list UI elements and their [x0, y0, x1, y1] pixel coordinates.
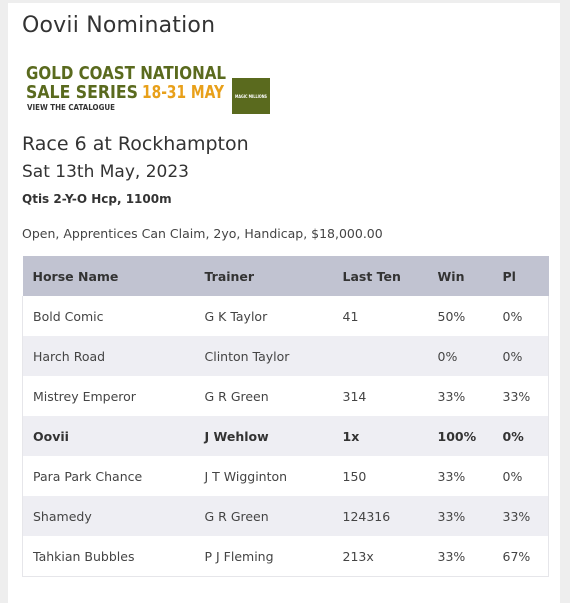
table-row	[23, 456, 549, 496]
win-pct: 33%	[437, 388, 466, 404]
table-row	[23, 496, 549, 536]
nominations-table	[22, 256, 549, 577]
race-title: Race 6 at Rockhampton	[22, 133, 249, 155]
race-class: Qtis 2-Y-O Hcp, 1100m	[22, 192, 172, 206]
magic-millions-logo: MAGIC MILLIONS	[235, 94, 267, 99]
horse-name: Mistrey Emperor	[33, 388, 136, 404]
place-pct: 33%	[502, 388, 531, 404]
trainer: P J Fleming	[204, 548, 274, 564]
win-pct: 33%	[437, 548, 466, 564]
horse-name: Shamedy	[33, 508, 92, 524]
horse-name: Oovii	[33, 428, 69, 444]
header-trainer: Trainer	[204, 268, 255, 284]
race-date: Sat 13th May, 2023	[22, 162, 189, 182]
horse-name: Harch Road	[33, 348, 106, 364]
sale-banner-ad[interactable]	[24, 60, 272, 116]
trainer: J T Wigginton	[204, 468, 288, 484]
horse-name: Tahkian Bubbles	[33, 548, 135, 564]
table-header-row	[23, 256, 549, 296]
table-row	[23, 376, 549, 416]
trainer: G R Green	[204, 388, 269, 404]
last-ten: 124316	[342, 508, 391, 524]
header-horse-name: Horse Name	[32, 268, 119, 284]
last-ten: 150	[342, 468, 367, 484]
header-pl: Pl	[502, 268, 516, 284]
banner-line1: GOLD COAST NATIONAL	[26, 64, 226, 84]
win-pct: 100%	[437, 428, 477, 444]
place-pct: 67%	[502, 548, 531, 564]
win-pct: 33%	[437, 468, 466, 484]
table-row	[23, 336, 549, 376]
banner-line2-main: SALE SERIES	[26, 83, 138, 103]
place-pct: 0%	[502, 468, 523, 484]
nomination-card	[8, 3, 560, 603]
last-ten: 213x	[342, 548, 374, 564]
table-row	[23, 536, 549, 577]
page-title: Oovii Nomination	[22, 13, 216, 38]
last-ten: 41	[342, 308, 359, 324]
trainer: J Wehlow	[204, 428, 269, 444]
win-pct: 0%	[437, 348, 458, 364]
place-pct: 33%	[502, 508, 531, 524]
place-pct: 0%	[502, 428, 524, 444]
trainer: G R Green	[204, 508, 269, 524]
horse-name: Para Park Chance	[33, 468, 143, 484]
last-ten: 1x	[342, 428, 360, 444]
banner-line2-dates: 18-31 MAY	[142, 83, 225, 103]
race-conditions: Open, Apprentices Can Claim, 2yo, Handicap, $18,000.00	[22, 226, 383, 241]
horse-name: Bold Comic	[33, 308, 104, 324]
header-last-ten: Last Ten	[342, 268, 401, 284]
trainer: Clinton Taylor	[204, 348, 290, 364]
table-row-highlighted	[23, 416, 549, 456]
win-pct: 50%	[437, 308, 466, 324]
place-pct: 0%	[502, 348, 523, 364]
banner-cta: VIEW THE CATALOGUE	[27, 103, 115, 112]
table-row	[23, 296, 549, 336]
last-ten	[333, 336, 428, 376]
last-ten: 314	[342, 388, 367, 404]
trainer: G K Taylor	[204, 308, 268, 324]
place-pct: 0%	[502, 308, 523, 324]
win-pct: 33%	[437, 508, 466, 524]
header-win: Win	[437, 268, 465, 284]
